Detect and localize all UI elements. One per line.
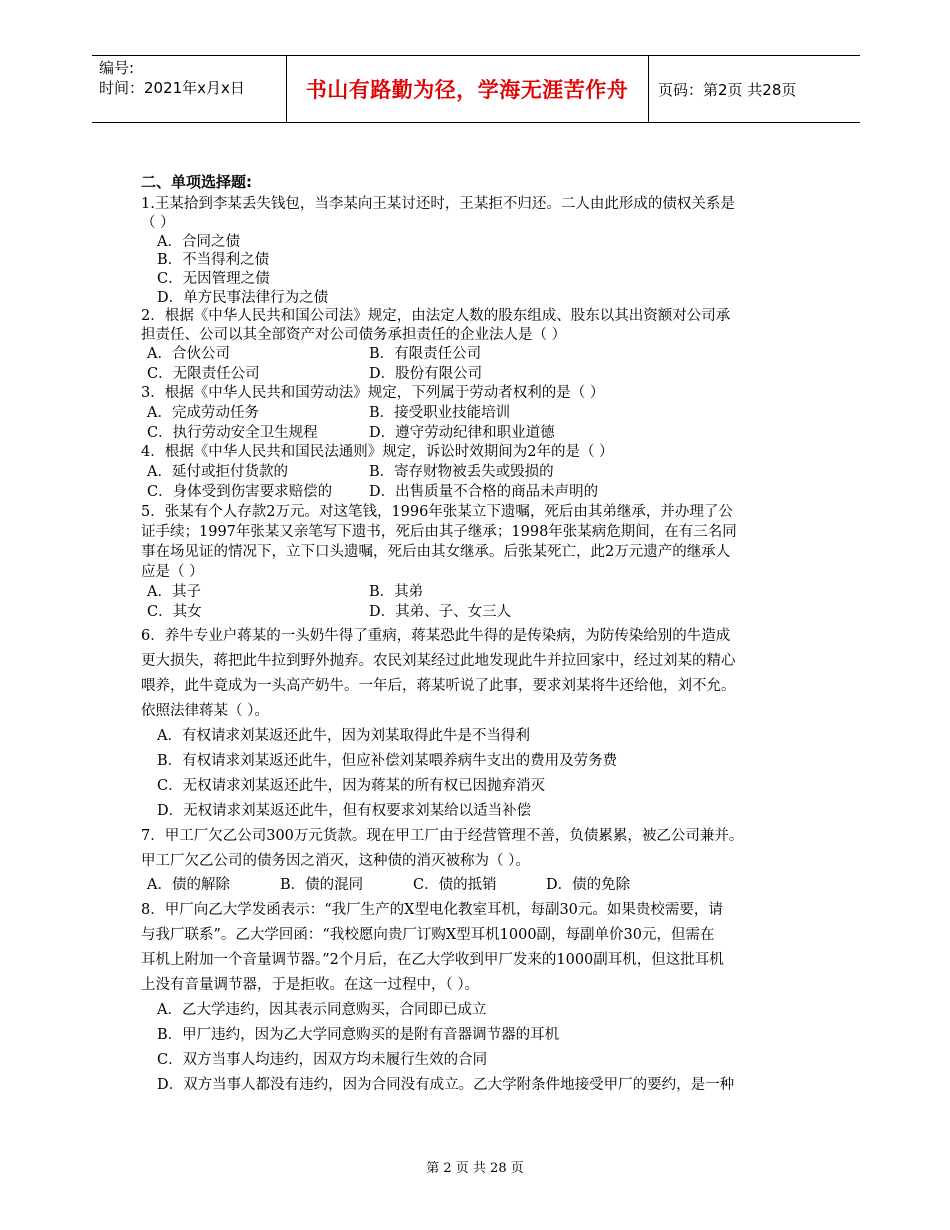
number-label: 编号: (99, 59, 135, 77)
question-line: 上没有音量调节器，于是拒收。在这一过程中，（ ）。 (141, 977, 480, 993)
time-label: 时间：2021年x月x日 (99, 79, 245, 97)
option-line: B．有限责任公司 (369, 346, 482, 362)
question-line: 5．张某有个人存款2万元。对这笔钱，1996年张某立下遗嘱，死后由其弟继承，并办理了公 (141, 504, 733, 520)
option-line: A．延付或拒付货款的 (147, 464, 288, 480)
option-line: B．接受职业技能培训 (369, 405, 511, 421)
option-line: B．债的混同 (280, 877, 364, 893)
option-line: D．其弟、子、女三人 (369, 604, 512, 620)
option-line: B．寄存财物被丢失或毁损的 (369, 464, 554, 480)
question-line: 4．根据《中华人民共和国民法通则》规定，诉讼时效期间为2年的是（ ） (141, 444, 614, 460)
option-line: A．合同之债 (157, 234, 240, 250)
question-line: 耳机上附加一个音量调节器。”2个月后，在乙大学收到甲厂发来的1000副耳机，但这批耳机 (141, 952, 724, 968)
option-line: D．无权请求刘某返还此牛，但有权要求刘某给以适当补偿 (157, 803, 532, 819)
question-line: 事在场见证的情况下，立下口头遗嘱，死后由其女继承。后张某死亡，此2万元遗产的继承人 (141, 544, 731, 560)
question-line: 应是（ ） (141, 564, 204, 580)
question-line: 与我厂联系”。乙大学回函：“我校愿向贵厂订购X型耳机1000副，每副单价30元，但需在 (141, 927, 715, 943)
option-line: C．执行劳动安全卫生规程 (147, 425, 318, 441)
header-page-info: 页码：第2页 共28页 (658, 80, 797, 99)
option-line: C．无因管理之债 (157, 271, 270, 287)
option-line: A．债的解除 (147, 877, 230, 893)
option-line: C．双方当事人均违约，因双方均未履行生效的合同 (157, 1052, 488, 1068)
header-divider (648, 56, 649, 122)
option-line: C．身体受到伤害要求赔偿的 (147, 484, 333, 500)
option-line: C．无权请求刘某返还此牛，因为蒋某的所有权已因抛弃消灭 (157, 778, 546, 794)
header-table (92, 55, 860, 123)
option-line: B．不当得利之债 (157, 252, 270, 268)
option-line: D．出售质量不合格的商品未声明的 (369, 484, 599, 500)
option-line: B．有权请求刘某返还此牛，但应补偿刘某喂养病牛支出的费用及劳务费 (157, 753, 618, 769)
option-line: A．合伙公司 (147, 346, 230, 362)
question-line: 证手续；1997年张某又亲笔写下遗书，死后由其子继承；1998年张某病危期间，在有三名同 (141, 524, 737, 540)
question-line: 3．根据《中华人民共和国劳动法》规定，下列属于劳动者权利的是（ ） (141, 385, 605, 401)
header-meta (99, 58, 245, 98)
option-line: B．甲厂违约，因为乙大学同意购买的是附有音器调节器的耳机 (157, 1027, 560, 1043)
question-line: 1.王某拾到李某丢失钱包，当李某向王某讨还时，王某拒不归还。二人由此形成的债权关系是 (141, 196, 735, 212)
option-line: A．有权请求刘某返还此牛，因为刘某取得此牛是不当得利 (157, 728, 530, 744)
question-line: （ ） (141, 215, 175, 231)
question-line: 喂养，此牛竟成为一头高产奶牛。一年后，蒋某听说了此事，要求刘某将牛还给他，刘不允。 (141, 678, 736, 694)
option-line: D．单方民事法律行为之债 (157, 290, 329, 306)
question-line: 担责任、公司以其全部资产对公司债务承担责任的企业法人是（ ） (141, 327, 567, 343)
option-line: C．其女 (147, 604, 202, 620)
header-motto: 书山有路勤为径，学海无涯苦作舟 (305, 78, 629, 102)
question-line: 甲工厂欠乙公司的债务因之消灭，这种债的消灭被称为（ ）。 (141, 853, 530, 869)
page-footer: 第 2 页 共 28 页 (426, 1161, 524, 1176)
section-title: 二、单项选择题: (141, 173, 252, 191)
question-line: 6．养牛专业户蒋某的一头奶牛得了重病，蒋某恐此牛得的是传染病，为防传染给别的牛造成 (141, 628, 731, 644)
question-line: 依照法律蒋某（ ）。 (141, 703, 269, 719)
option-line: D．股份有限公司 (369, 366, 483, 382)
option-line: B．其弟 (369, 584, 424, 600)
option-line: D．债的免除 (546, 877, 631, 893)
option-line: D．遵守劳动纪律和职业道德 (369, 425, 555, 441)
question-line: 更大损失，蒋把此牛拉到野外抛弃。农民刘某经过此地发现此牛并拉回家中，经过刘某的精心 (141, 653, 736, 669)
option-line: C．无限责任公司 (147, 366, 260, 382)
question-line: 8．甲厂向乙大学发函表示：“我厂生产的X型电化教室耳机，每副30元。如果贵校需要，请 (141, 902, 723, 918)
option-line: A．其子 (147, 584, 201, 600)
option-line: A．完成劳动任务 (147, 405, 259, 421)
question-line: 2．根据《中华人民共和国公司法》规定，由法定人数的股东组成、股东以其出资额对公司承 (141, 308, 731, 324)
question-line: 7．甲工厂欠乙公司300万元货款。现在甲工厂由于经营管理不善，负债累累，被乙公司兼并。 (141, 828, 744, 844)
option-line: C．债的抵销 (413, 877, 497, 893)
option-line: D．双方当事人都没有违约，因为合同没有成立。乙大学附条件地接受甲厂的要约，是一种 (157, 1077, 735, 1093)
option-line: A．乙大学违约，因其表示同意购买，合同即已成立 (157, 1002, 487, 1018)
